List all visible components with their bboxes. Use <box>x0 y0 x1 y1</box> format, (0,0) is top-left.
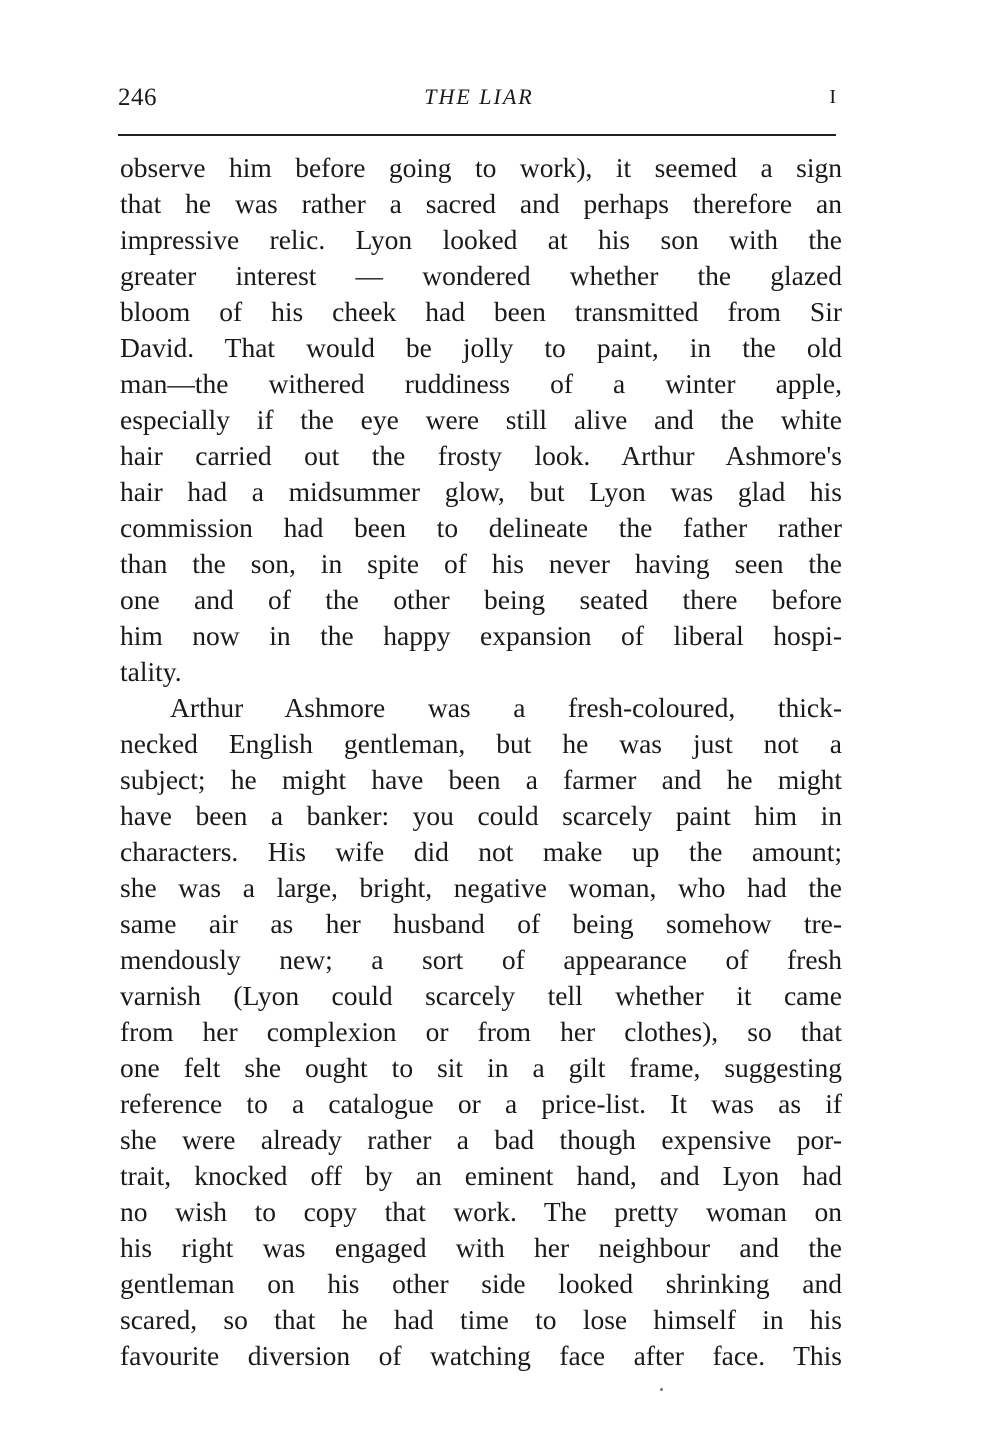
signature-mark: I <box>829 86 836 108</box>
text-line: greater interest — wondered whether the glazed <box>120 260 842 291</box>
text-line: especially if the eye were still alive and the white <box>120 404 842 435</box>
text-line: same air as her husband of being somehow tre- <box>120 908 842 939</box>
text-line: David. That would be jolly to paint, in the old <box>120 332 842 363</box>
text-line: reference to a catalogue or a price-list. It was as if <box>120 1088 842 1119</box>
body-text <box>120 150 842 1374</box>
text-line: she was a large, bright, negative woman, who had the <box>120 872 842 903</box>
text-line: one and of the other being seated there before <box>120 584 842 615</box>
text-line: mendously new; a sort of appearance of fresh <box>120 944 842 975</box>
text-line: necked English gentleman, but he was just not a <box>120 728 842 759</box>
text-line: from her complexion or from her clothes), so that <box>120 1016 842 1047</box>
header-rule <box>118 134 836 136</box>
text-line: varnish (Lyon could scarcely tell whether it came <box>120 980 842 1011</box>
page-header <box>118 84 840 124</box>
text-line: she were already rather a bad though expensive por- <box>120 1124 842 1155</box>
text-line: hair had a midsummer glow, but Lyon was glad his <box>120 476 842 507</box>
text-line: his right was engaged with her neighbour and the <box>120 1232 842 1263</box>
text-line: hair carried out the frosty look. Arthur Ashmore's <box>120 440 842 471</box>
text-line: man—the withered ruddiness of a winter apple, <box>120 368 842 399</box>
text-line: tality. <box>120 656 182 687</box>
text-line: Arthur Ashmore was a fresh-coloured, thick- <box>170 692 842 723</box>
ink-speck <box>660 1388 663 1391</box>
text-line: that he was rather a sacred and perhaps therefore an <box>120 188 842 219</box>
text-line: favourite diversion of watching face after face. This <box>120 1340 842 1371</box>
text-line: impressive relic. Lyon looked at his son with the <box>120 224 842 255</box>
running-title: THE LIAR <box>424 84 534 109</box>
text-line: than the son, in spite of his never having seen the <box>120 548 842 579</box>
text-line: subject; he might have been a farmer and he might <box>120 764 842 795</box>
text-line: characters. His wife did not make up the amount; <box>120 836 842 867</box>
text-line: no wish to copy that work. The pretty woman on <box>120 1196 842 1227</box>
text-line: observe him before going to work), it seemed a sign <box>120 152 842 183</box>
text-line: trait, knocked off by an eminent hand, and Lyon had <box>120 1160 842 1191</box>
text-line: him now in the happy expansion of liberal hospi- <box>120 620 842 651</box>
text-line: one felt she ought to sit in a gilt frame, suggesting <box>120 1052 842 1083</box>
text-line: have been a banker: you could scarcely paint him in <box>120 800 842 831</box>
text-line: bloom of his cheek had been transmitted from Sir <box>120 296 842 327</box>
text-line: commission had been to delineate the father rather <box>120 512 842 543</box>
text-line: gentleman on his other side looked shrinking and <box>120 1268 842 1299</box>
text-line: scared, so that he had time to lose himself in his <box>120 1304 842 1335</box>
page-number: 246 <box>118 84 157 111</box>
